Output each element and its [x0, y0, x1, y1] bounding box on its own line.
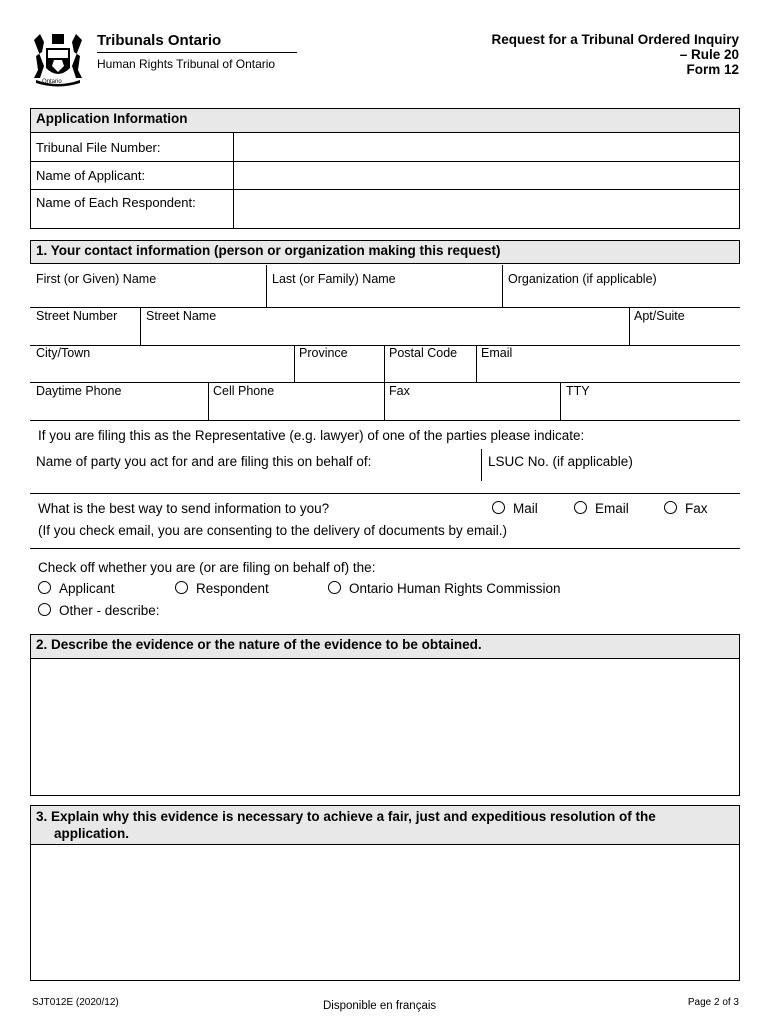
province-label: Province [299, 346, 348, 360]
section2-heading: 2. Describe the evidence or the nature of the evidence to be obtained. [31, 635, 739, 659]
applicant-name-field[interactable] [235, 162, 737, 188]
daytime-phone-label: Daytime Phone [36, 384, 122, 398]
representative-note: If you are filing this as the Representative (e.g. lawyer) of one of the parties please indicate: [38, 428, 585, 443]
daytime-phone-field[interactable] [36, 401, 204, 419]
ontario-wordmark: Ontario [42, 79, 62, 85]
send-option-fax-label: Fax [685, 501, 708, 516]
divider [481, 449, 482, 481]
tty-label: TTY [566, 384, 590, 398]
radio-other[interactable] [38, 603, 51, 616]
city-label: City/Town [36, 346, 91, 360]
section3-heading-line2: application. [54, 826, 130, 841]
form-title-line2: – Rule 20 [679, 47, 739, 62]
lsuc-number-label: LSUC No. (if applicable) [488, 454, 633, 469]
city-field[interactable] [36, 363, 290, 381]
org-subtitle: Human Rights Tribunal of Ontario [97, 57, 276, 71]
divider [30, 493, 740, 494]
apt-suite-field[interactable] [634, 326, 736, 344]
email-label: Email [481, 346, 513, 360]
divider [30, 420, 740, 421]
role-option-applicant[interactable] [38, 581, 115, 596]
section3-heading [31, 806, 739, 845]
party-name-label: Name of party you act for and are filing this on behalf of: [36, 454, 372, 469]
necessity-explanation-field[interactable] [33, 847, 739, 980]
form-title-line3: Form 12 [686, 62, 739, 77]
organization-field[interactable] [508, 288, 736, 306]
lsuc-number-field[interactable] [488, 472, 736, 492]
tty-field[interactable] [566, 401, 736, 419]
last-name-label: Last (or Family) Name [272, 272, 396, 286]
contact-section-heading-box [30, 240, 740, 264]
applicant-name-label: Name of Applicant: [36, 168, 146, 183]
divider [384, 382, 385, 420]
divider [30, 345, 740, 346]
form-title [491, 32, 739, 77]
role-option-ohrc[interactable] [328, 581, 561, 596]
divider [502, 265, 503, 307]
divider [294, 345, 295, 382]
role-option-respondent-label: Respondent [196, 581, 269, 596]
section2-box [30, 634, 740, 796]
radio-mail[interactable] [492, 501, 505, 514]
radio-applicant[interactable] [38, 581, 51, 594]
divider [208, 382, 209, 420]
send-method-question: What is the best way to send information to you? [38, 501, 330, 516]
first-name-field[interactable] [36, 288, 262, 306]
brand-divider [97, 52, 297, 53]
last-name-field[interactable] [272, 288, 498, 306]
file-number-label: Tribunal File Number: [36, 140, 161, 155]
radio-email[interactable] [574, 501, 587, 514]
send-option-email-label: Email [595, 501, 629, 516]
divider [560, 382, 561, 420]
province-field[interactable] [299, 363, 379, 381]
cell-phone-field[interactable] [213, 401, 380, 419]
send-option-mail-label: Mail [513, 501, 538, 516]
divider [30, 382, 740, 383]
fax-label: Fax [389, 384, 410, 398]
fax-field[interactable] [389, 401, 556, 419]
role-option-other[interactable] [38, 603, 160, 618]
party-name-field[interactable] [36, 472, 476, 492]
respondent-name-label: Name of Each Respondent: [36, 195, 196, 210]
send-option-fax[interactable] [664, 501, 708, 516]
postal-code-label: Postal Code [389, 346, 458, 360]
divider [233, 133, 234, 228]
evidence-description-field[interactable] [33, 661, 739, 795]
divider [30, 307, 740, 308]
org-name: Tribunals Ontario [97, 32, 222, 49]
street-number-label: Street Number [36, 309, 118, 323]
divider [629, 307, 630, 345]
role-option-ohrc-label: Ontario Human Rights Commission [349, 581, 561, 596]
radio-respondent[interactable] [175, 581, 188, 594]
application-info-heading: Application Information [31, 109, 739, 133]
contact-section-heading: 1. Your contact information (person or organization making this request) [31, 241, 739, 263]
radio-fax[interactable] [664, 501, 677, 514]
send-option-email[interactable] [574, 501, 629, 516]
page-number: Page 2 of 3 [687, 997, 739, 1008]
role-option-applicant-label: Applicant [59, 581, 115, 596]
french-availability: Disponible en français [323, 1000, 437, 1012]
cell-phone-label: Cell Phone [213, 384, 275, 398]
divider [30, 548, 740, 549]
role-option-respondent[interactable] [175, 581, 269, 596]
form-title-line1: Request for a Tribunal Ordered Inquiry [491, 32, 739, 47]
apt-suite-label: Apt/Suite [634, 309, 685, 323]
form-code: SJT012E (2020/12) [32, 997, 119, 1008]
divider [476, 345, 477, 382]
role-question: Check off whether you are (or are filing on behalf of) the: [38, 560, 376, 575]
divider [140, 307, 141, 345]
file-number-field[interactable] [235, 134, 737, 160]
email-field[interactable] [481, 363, 736, 381]
role-option-other-label: Other - describe: [59, 603, 160, 618]
send-method-note: (If you check email, you are consenting to the delivery of documents by email.) [38, 523, 507, 538]
send-option-mail[interactable] [492, 501, 538, 516]
radio-ohrc[interactable] [328, 581, 341, 594]
other-describe-field[interactable] [180, 602, 736, 622]
first-name-label: First (or Given) Name [36, 272, 157, 286]
divider [266, 265, 267, 307]
section3-box [30, 805, 740, 981]
application-info-section [30, 108, 740, 229]
street-name-label: Street Name [146, 309, 217, 323]
divider [384, 345, 385, 382]
street-number-field[interactable] [36, 326, 136, 344]
respondent-name-field[interactable] [235, 190, 737, 227]
street-name-field[interactable] [146, 326, 624, 344]
postal-code-field[interactable] [389, 363, 472, 381]
organization-label: Organization (if applicable) [508, 272, 657, 286]
section3-heading-line1: 3. Explain why this evidence is necessary to achieve a fair, just and expeditious resolution of the [36, 809, 656, 824]
